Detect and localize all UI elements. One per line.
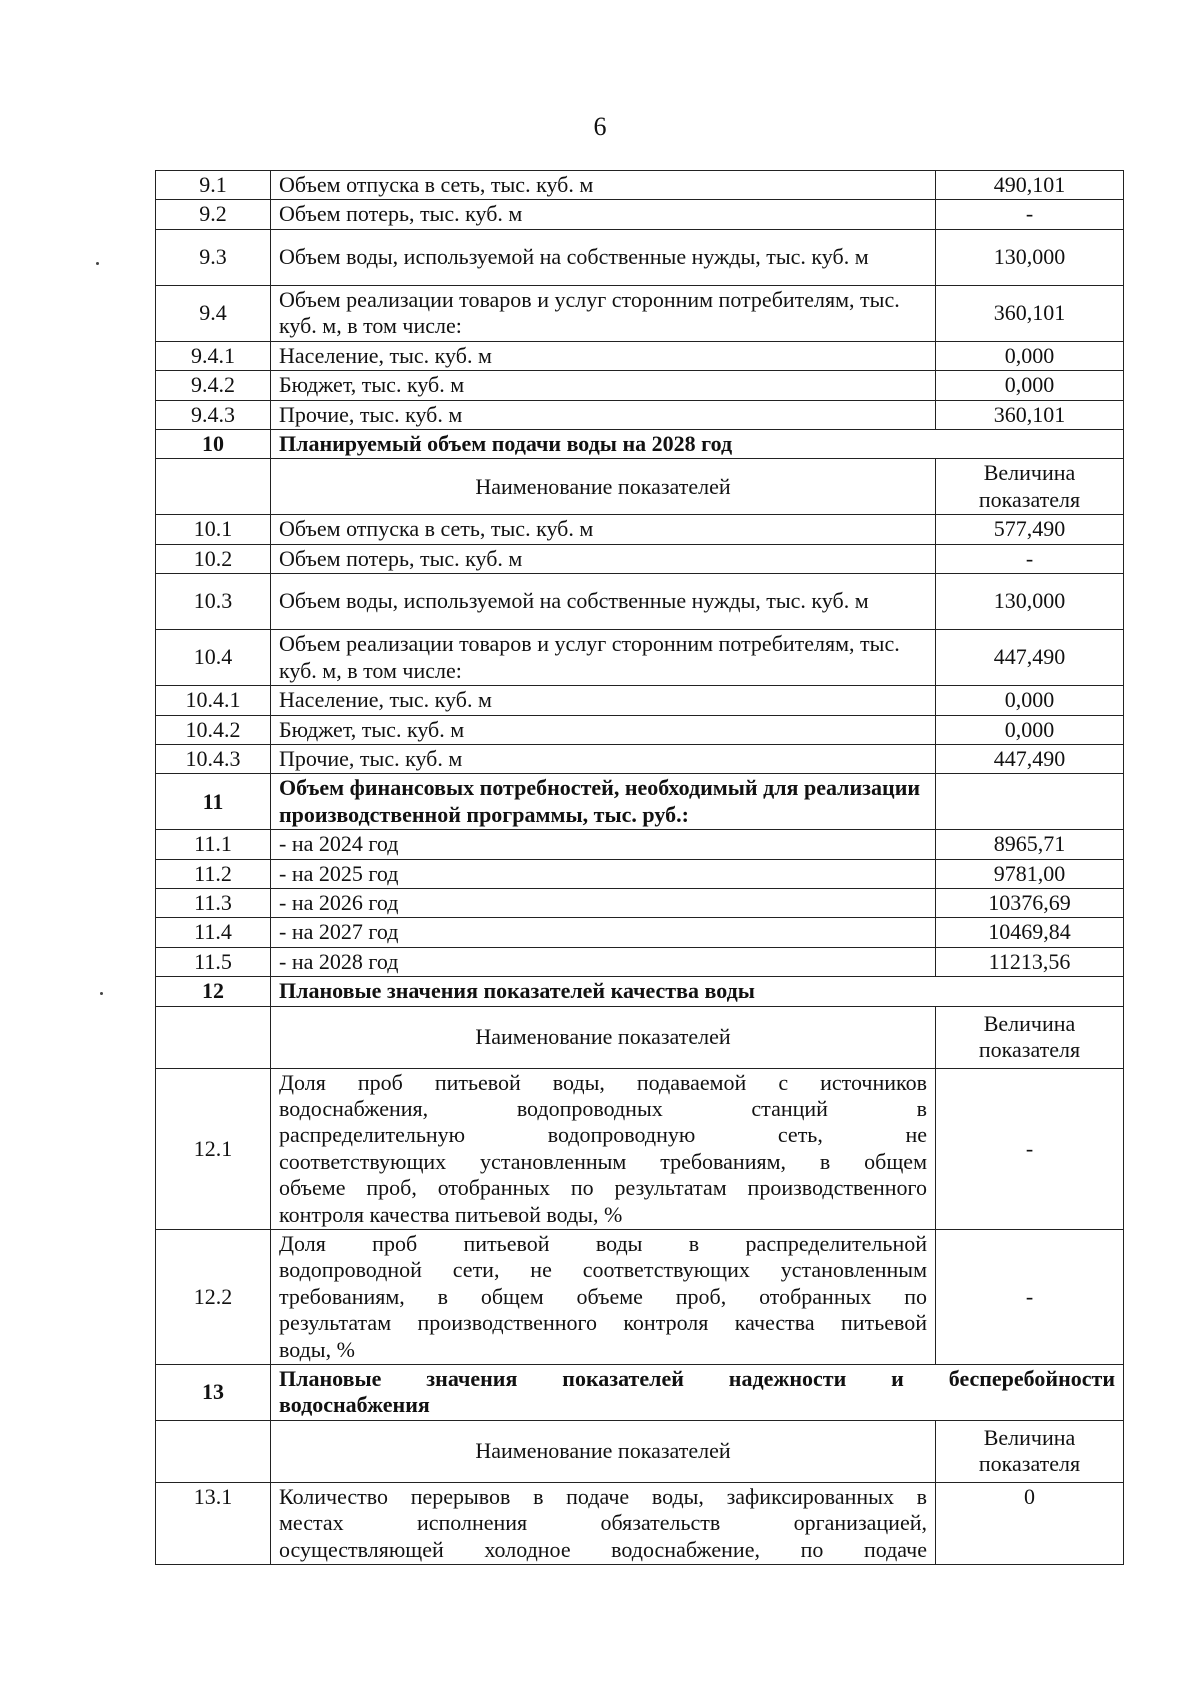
- header-value: Величина показателя: [936, 1420, 1124, 1482]
- row-value: 577,490: [936, 515, 1124, 544]
- row-value: 360,101: [936, 285, 1124, 341]
- indicators-table: [155, 170, 1124, 1565]
- column-header-row: [156, 1420, 1124, 1482]
- row-number: 9.4: [156, 285, 271, 341]
- empty-value-cell: [936, 774, 1124, 830]
- section-title-row: [156, 977, 1124, 1006]
- row-value: 130,000: [936, 229, 1124, 285]
- header-value: Величина показателя: [936, 459, 1124, 515]
- table-row: [156, 544, 1124, 573]
- table-row: [156, 574, 1124, 630]
- scan-speck: [100, 992, 103, 995]
- row-description: Бюджет, тыс. куб. м: [271, 715, 936, 744]
- table-row: [156, 830, 1124, 859]
- row-number: 11.2: [156, 859, 271, 888]
- section-title-row: [156, 429, 1124, 458]
- table-row: [156, 1068, 1124, 1229]
- table-row: [156, 1229, 1124, 1364]
- description-line: результатам производственного контроля качества питьевой: [279, 1310, 927, 1336]
- scan-speck: [96, 262, 99, 265]
- title-line: водоснабжения: [279, 1392, 430, 1418]
- row-number: 10.4: [156, 630, 271, 686]
- description-line: водоснабжения, водопроводных станций в: [279, 1096, 927, 1122]
- column-header-row: [156, 1006, 1124, 1068]
- table-row: [156, 341, 1124, 370]
- description-line: контроля качества питьевой воды, %: [279, 1201, 623, 1227]
- row-number: 10.1: [156, 515, 271, 544]
- table-row: [156, 1482, 1124, 1564]
- row-value: 360,101: [936, 400, 1124, 429]
- row-description: Бюджет, тыс. куб. м: [271, 371, 936, 400]
- row-description: Объем отпуска в сеть, тыс. куб. м: [271, 515, 936, 544]
- row-value: -: [936, 200, 1124, 229]
- row-number: 9.2: [156, 200, 271, 229]
- description-line: местах исполнения обязательств организацией,: [279, 1510, 927, 1536]
- row-number: 9.4.2: [156, 371, 271, 400]
- row-value: 490,101: [936, 171, 1124, 200]
- row-description: [271, 1068, 936, 1229]
- row-value: 0,000: [936, 715, 1124, 744]
- description-line: требованиям, в общем объеме проб, отобранных по: [279, 1283, 927, 1309]
- header-empty-cell: [156, 1006, 271, 1068]
- section-number: 11: [156, 774, 271, 830]
- row-description: Объем реализации товаров и услуг сторонним потребителям, тыс. куб. м, в том числе:: [271, 285, 936, 341]
- row-number: 11.5: [156, 947, 271, 976]
- row-value: -: [936, 544, 1124, 573]
- header-name: Наименование показателей: [271, 459, 936, 515]
- header-name: Наименование показателей: [271, 1420, 936, 1482]
- table-row: [156, 686, 1124, 715]
- section-title: Плановые значения показателей качества воды: [271, 977, 1124, 1006]
- row-number: 10.4.2: [156, 715, 271, 744]
- row-description: Объем потерь, тыс. куб. м: [271, 200, 936, 229]
- title-line: Плановые значения показателей надежности и бесперебойности: [279, 1366, 1115, 1392]
- table-row: [156, 947, 1124, 976]
- row-number: 12.1: [156, 1068, 271, 1229]
- row-value: 447,490: [936, 630, 1124, 686]
- table-row: [156, 744, 1124, 773]
- row-description: Объем потерь, тыс. куб. м: [271, 544, 936, 573]
- row-number: 9.1: [156, 171, 271, 200]
- table-row: [156, 889, 1124, 918]
- row-value: -: [936, 1229, 1124, 1364]
- row-value: -: [936, 1068, 1124, 1229]
- description-line: объеме проб, отобранных по результатам производственного: [279, 1175, 927, 1201]
- row-value: 11213,56: [936, 947, 1124, 976]
- row-value: 10469,84: [936, 918, 1124, 947]
- header-name: Наименование показателей: [271, 1006, 936, 1068]
- table-row: [156, 285, 1124, 341]
- header-value: Величина показателя: [936, 1006, 1124, 1068]
- section-number: 12: [156, 977, 271, 1006]
- row-value: 0,000: [936, 341, 1124, 370]
- row-description: - на 2025 год: [271, 859, 936, 888]
- row-number: 9.3: [156, 229, 271, 285]
- row-description: [271, 1482, 936, 1564]
- row-description: Объем воды, используемой на собственные нужды, тыс. куб. м: [271, 574, 936, 630]
- row-value: 0,000: [936, 686, 1124, 715]
- row-number: 10.4.1: [156, 686, 271, 715]
- section-title-row: [156, 1364, 1124, 1420]
- table-row: [156, 859, 1124, 888]
- row-description: - на 2024 год: [271, 830, 936, 859]
- row-number: 12.2: [156, 1229, 271, 1364]
- row-description: Прочие, тыс. куб. м: [271, 400, 936, 429]
- table-row: [156, 715, 1124, 744]
- row-number: 10.4.3: [156, 744, 271, 773]
- table-row: [156, 630, 1124, 686]
- row-number: 9.4.1: [156, 341, 271, 370]
- table-row: [156, 171, 1124, 200]
- row-number: 10.2: [156, 544, 271, 573]
- row-number: 9.4.3: [156, 400, 271, 429]
- description-line: воды, %: [279, 1336, 355, 1362]
- page-number: 6: [593, 112, 607, 141]
- row-value: 130,000: [936, 574, 1124, 630]
- row-number: 11.3: [156, 889, 271, 918]
- section-title: Планируемый объем подачи воды на 2028 год: [271, 429, 1124, 458]
- description-line: Доля проб питьевой воды, подаваемой с источников: [279, 1069, 927, 1095]
- row-description: Объем отпуска в сеть, тыс. куб. м: [271, 171, 936, 200]
- row-value: 0,000: [936, 371, 1124, 400]
- table-row: [156, 515, 1124, 544]
- section-number: 10: [156, 429, 271, 458]
- table-row: [156, 918, 1124, 947]
- row-description: - на 2027 год: [271, 918, 936, 947]
- description-line: соответствующих установленным требованиям, в общем: [279, 1148, 927, 1174]
- row-description: - на 2028 год: [271, 947, 936, 976]
- row-value: 9781,00: [936, 859, 1124, 888]
- row-number: 13.1: [156, 1482, 271, 1564]
- table-row: [156, 229, 1124, 285]
- row-number: 11.1: [156, 830, 271, 859]
- row-description: Объем воды, используемой на собственные нужды, тыс. куб. м: [271, 229, 936, 285]
- row-value: 10376,69: [936, 889, 1124, 918]
- row-description: Прочие, тыс. куб. м: [271, 744, 936, 773]
- description-line: Количество перерывов в подаче воды, зафиксированных в: [279, 1483, 927, 1509]
- row-description: Население, тыс. куб. м: [271, 341, 936, 370]
- row-description: Население, тыс. куб. м: [271, 686, 936, 715]
- row-value: 8965,71: [936, 830, 1124, 859]
- table-row: [156, 400, 1124, 429]
- description-line: Доля проб питьевой воды в распределительной: [279, 1230, 927, 1256]
- row-value: 447,490: [936, 744, 1124, 773]
- table-row: [156, 371, 1124, 400]
- section-title: Объем финансовых потребностей, необходимый для реализации производственной программы, тыс. руб.:: [271, 774, 936, 830]
- section-title-row: [156, 774, 1124, 830]
- header-empty-cell: [156, 1420, 271, 1482]
- row-description: Объем реализации товаров и услуг сторонним потребителям, тыс. куб. м, в том числе:: [271, 630, 936, 686]
- description-line: распределительную водопроводную сеть, не: [279, 1122, 927, 1148]
- table-row: [156, 200, 1124, 229]
- row-number: 11.4: [156, 918, 271, 947]
- section-title: [271, 1364, 1124, 1420]
- row-description: [271, 1229, 936, 1364]
- row-number: 10.3: [156, 574, 271, 630]
- row-value: 0: [936, 1482, 1124, 1564]
- description-line: водопроводной сети, не соответствующих установленным: [279, 1257, 927, 1283]
- description-line: осуществляющей холодное водоснабжение, по подаче: [279, 1536, 927, 1562]
- header-empty-cell: [156, 459, 271, 515]
- row-description: - на 2026 год: [271, 889, 936, 918]
- section-number: 13: [156, 1364, 271, 1420]
- column-header-row: [156, 459, 1124, 515]
